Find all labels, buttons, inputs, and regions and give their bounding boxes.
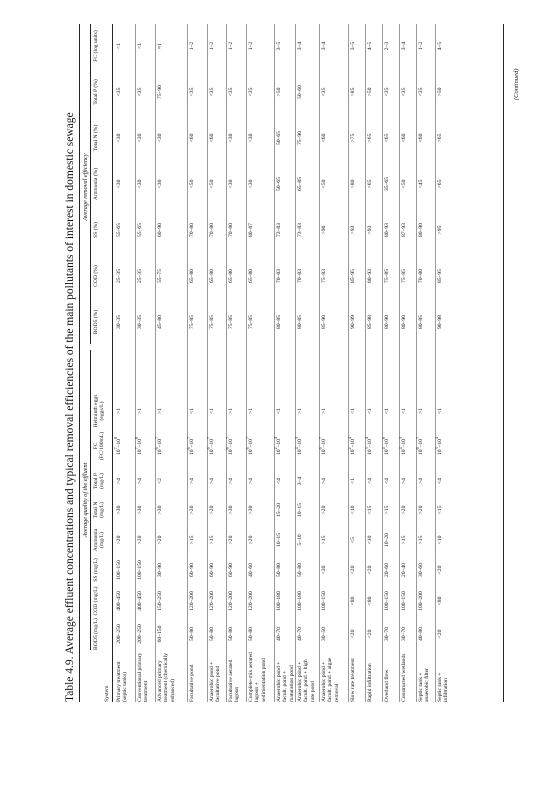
table-cell: <80 xyxy=(437,596,443,606)
table-cell: >30 xyxy=(157,505,163,515)
table-cell: 1–2 xyxy=(189,41,195,51)
table-cell: >4 xyxy=(248,478,254,484)
continued-note: (Continued) xyxy=(513,68,520,100)
table-cell: 60–90 xyxy=(157,223,163,237)
table-cell: <1 xyxy=(350,408,356,414)
table-cell: 1–2 xyxy=(248,41,254,51)
table-cell: >4 xyxy=(321,478,327,484)
table-cell: 80–93 xyxy=(384,223,390,237)
table-cell: <30 xyxy=(321,565,327,575)
column-header: SS (%) xyxy=(93,222,99,239)
system-name-cell: Conventional primary treatment xyxy=(137,652,150,702)
table-cell: >4 xyxy=(228,478,234,484)
table-cell: <50 xyxy=(209,179,215,189)
system-name-cell: Anaerobic pond + facult. pond + high rate pond xyxy=(297,659,316,702)
table-cell: 50–80 xyxy=(248,627,254,641)
table-cell: 60–90 xyxy=(189,563,195,577)
table-cell: <1 xyxy=(437,408,443,414)
row-separator xyxy=(348,24,349,702)
table-cell: 50–80 xyxy=(297,563,303,577)
table-cell: >30 xyxy=(116,505,122,515)
table-cell: 80–85 xyxy=(418,315,424,329)
table-cell: 25–35 xyxy=(116,269,122,283)
table-cell: <1 xyxy=(209,408,215,414)
table-cell: >4 xyxy=(116,478,122,484)
table-cell: 2–3 xyxy=(384,41,390,51)
table-cell: <35 xyxy=(137,87,143,97)
table-cell: <30 xyxy=(228,179,234,189)
row-separator xyxy=(187,24,188,702)
table-cell: <35 xyxy=(189,87,195,97)
table-cell: <35 xyxy=(228,87,234,97)
table-cell: 50–80 xyxy=(189,627,195,641)
column-header: BOD5 (mg/L) xyxy=(93,618,99,650)
table-cell: 30–50 xyxy=(321,627,327,641)
table-cell: >20 xyxy=(209,505,215,515)
table-cell: >1 xyxy=(137,408,143,414)
table-cell: 80–85 xyxy=(276,315,282,329)
table-cell: >1 xyxy=(297,408,303,414)
table-cell: <20 xyxy=(437,565,443,575)
table-cell: 90–98 xyxy=(437,315,443,329)
table-cell: >15 xyxy=(321,535,327,545)
table-cell: 73–83 xyxy=(276,223,282,237)
table-cell: <60 xyxy=(209,133,215,143)
table-cell: $10^6-10^7$ xyxy=(154,437,163,455)
table-cell: <30 xyxy=(137,179,143,189)
table-cell: 70–83 xyxy=(297,269,303,283)
table-cell: 85–90 xyxy=(321,315,327,329)
table-cell: >20 xyxy=(137,535,143,545)
table-cell: <5 xyxy=(350,537,356,543)
table-cell: <60 xyxy=(401,133,407,143)
table-cell: >1 xyxy=(321,408,327,414)
table-cell: >1 xyxy=(248,408,254,414)
table-cell: <50 xyxy=(401,179,407,189)
table-cell: >20 xyxy=(228,535,234,545)
table-cell: 75–85 xyxy=(189,315,195,329)
table-cell: <80 xyxy=(367,596,373,606)
table-cell: 45–80 xyxy=(157,315,163,329)
column-header: Total N (mg/L) xyxy=(93,501,106,519)
rule-bottom xyxy=(503,24,504,702)
table-cell: 50–65 xyxy=(276,131,282,145)
table-cell: 85–98 xyxy=(367,315,373,329)
table-cell: 10–15 xyxy=(276,533,282,547)
table-cell: 4–5 xyxy=(437,41,443,51)
table-cell: <20 xyxy=(437,629,443,639)
table-cell: 40–70 xyxy=(276,627,282,641)
table-cell: $10^6-10^7$ xyxy=(186,437,195,455)
system-name-cell: Septic tank + infiltration xyxy=(437,672,450,702)
table-cell: 65–85 xyxy=(297,177,303,191)
row-separator xyxy=(435,24,436,702)
table-cell: 200–250 xyxy=(137,624,143,644)
table-cell: <60 xyxy=(418,133,424,143)
table-cell: 80–93 xyxy=(367,269,373,283)
table-cell: 400–450 xyxy=(137,591,143,611)
table-cell: <1 xyxy=(401,408,407,414)
table-cell: <35 xyxy=(248,87,254,97)
table-cell: 100–150 xyxy=(116,560,122,580)
column-header: Ammonia (mg/L) xyxy=(93,528,106,552)
table-cell: 30–70 xyxy=(384,627,390,641)
table-cell: >65 xyxy=(367,179,373,189)
table-cell: <30 xyxy=(228,133,234,143)
rule-group-removal xyxy=(90,24,91,344)
table-cell: <35 xyxy=(418,87,424,97)
table-cell: 70–80 xyxy=(418,269,424,283)
table-cell: <1 xyxy=(384,408,390,414)
column-header: FC (FC/100mL) xyxy=(93,431,106,461)
column-header: SS (mg/L) xyxy=(93,558,99,582)
table-cell: <60 xyxy=(189,133,195,143)
table-cell: >20 xyxy=(116,535,122,545)
table-cell: 75–85 xyxy=(209,315,215,329)
table-cell: 70–80 xyxy=(228,223,234,237)
table-cell: <50 xyxy=(321,179,327,189)
table-cell: 65–80 xyxy=(228,269,234,283)
table-cell: 55–65 xyxy=(137,223,143,237)
table-cell: >15 xyxy=(418,535,424,545)
table-cell: 73–83 xyxy=(297,223,303,237)
table-cell: <30 xyxy=(248,133,254,143)
table-cell: 80–85 xyxy=(297,315,303,329)
table-cell: >15 xyxy=(401,535,407,545)
table-cell: >50 xyxy=(437,87,443,97)
row-separator xyxy=(246,24,247,702)
table-cell: <60 xyxy=(321,133,327,143)
table-cell: $10^4-10^5$ xyxy=(294,437,303,455)
system-name-cell: Facultative pond xyxy=(189,664,195,702)
table-cell: 120–200 xyxy=(228,591,234,611)
table-cell: <15 xyxy=(437,505,443,515)
table-cell: 65–80 xyxy=(209,269,215,283)
table-cell: >15 xyxy=(384,505,390,515)
table-cell: $10^6-10^7$ xyxy=(206,437,215,455)
table-cell: <30 xyxy=(116,179,122,189)
table-cell: 80–90 xyxy=(418,223,424,237)
table-cell: 100–180 xyxy=(276,591,282,611)
table-cell: >1 xyxy=(116,408,122,414)
table-cell: 50–80 xyxy=(209,627,215,641)
table-cell: <4 xyxy=(437,478,443,484)
row-separator xyxy=(295,24,296,702)
row-separator xyxy=(416,24,417,702)
table-cell: 5–10 xyxy=(297,534,303,546)
table-cell: 90–99 xyxy=(350,315,356,329)
table-cell: 3–4 xyxy=(401,41,407,51)
table-cell: >20 xyxy=(401,505,407,515)
table-cell: <20 xyxy=(350,629,356,639)
table-cell: 70–80 xyxy=(189,223,195,237)
table-cell: 1–2 xyxy=(228,41,234,51)
table-cell: 100–150 xyxy=(401,591,407,611)
table-cell: <50 xyxy=(189,179,195,189)
table-cell: <2 xyxy=(157,478,163,484)
table-cell: >50 xyxy=(276,87,282,97)
column-header: Total N (%) xyxy=(93,124,99,152)
table-cell: <20 xyxy=(350,565,356,575)
table-cell: >95 xyxy=(437,225,443,235)
table-cell: >80 xyxy=(350,179,356,189)
column-header: System xyxy=(104,685,110,702)
table-cell: $10^2-10^4$ xyxy=(347,437,356,455)
table-cell: <30 xyxy=(116,133,122,143)
table-cell: >30 xyxy=(248,505,254,515)
rule-header xyxy=(112,24,113,702)
row-separator xyxy=(319,24,320,702)
row-separator xyxy=(274,24,275,702)
table-cell: 75–85 xyxy=(401,269,407,283)
table-cell: >15 xyxy=(189,535,195,545)
table-cell: 50–80 xyxy=(228,627,234,641)
table-cell: >4 xyxy=(418,478,424,484)
table-cell: 120–200 xyxy=(248,591,254,611)
table-cell: >30 xyxy=(228,505,234,515)
table-cell: 100–150 xyxy=(384,591,390,611)
table-cell: 150–250 xyxy=(157,591,163,611)
table-cell: 75–83 xyxy=(321,269,327,283)
table-cell: $10^4-10^6$ xyxy=(381,437,390,455)
table-cell: <15 xyxy=(367,505,373,515)
table-cell: <20 xyxy=(367,629,373,639)
table-cell: <1 xyxy=(367,408,373,414)
table-cell: >75 xyxy=(350,133,356,143)
table-cell: ≈1 xyxy=(157,43,163,49)
table-cell: 75–85 xyxy=(228,315,234,329)
table-cell: <4 xyxy=(384,478,390,484)
rule-group-effluent xyxy=(90,350,91,650)
system-name-cell: Constructed wetlands xyxy=(401,653,407,702)
table-cell: 85–95 xyxy=(350,269,356,283)
column-header: BOD5 (%) xyxy=(93,309,99,335)
table-cell: 120–200 xyxy=(189,591,195,611)
row-separator xyxy=(226,24,227,702)
table-cell: <10 xyxy=(367,535,373,545)
column-header: Total P (%) xyxy=(93,79,99,105)
table-cell: 75–90 xyxy=(297,131,303,145)
table-cell: <1 xyxy=(350,478,356,484)
table-cell: 70–83 xyxy=(276,269,282,283)
table-cell: 3–5 xyxy=(276,41,282,51)
table-cell: 60–90 xyxy=(228,563,234,577)
column-header: Helminth eggs (eggs/L) xyxy=(93,394,106,428)
table-cell: 40–80 xyxy=(418,627,424,641)
table-cell: 20–60 xyxy=(384,563,390,577)
table-cell: >1 xyxy=(157,408,163,414)
column-header: Total P (mg/L) xyxy=(93,473,106,489)
table-cell: 30–90 xyxy=(157,563,163,577)
table-cell: 50–65 xyxy=(276,177,282,191)
table-cell: 400–450 xyxy=(116,591,122,611)
column-header: COD (mg/L) xyxy=(93,586,99,616)
table-cell: 60–150 xyxy=(157,625,163,643)
table-cell: 70–80 xyxy=(209,223,215,237)
table-cell: 80–87 xyxy=(248,223,254,237)
table-cell: 60–90 xyxy=(209,563,215,577)
table-cell: <30 xyxy=(157,133,163,143)
table-cell: $10^6-10^7$ xyxy=(415,437,424,455)
table-cell: <4 xyxy=(276,478,282,484)
table-cell: >4 xyxy=(189,478,195,484)
table-cell: <30 xyxy=(248,179,254,189)
table-cell: 3–5 xyxy=(350,41,356,51)
table-cell: <35 xyxy=(209,87,215,97)
table-cell: <35 xyxy=(321,87,327,97)
table-cell: <35 xyxy=(384,87,390,97)
system-name-cell: Slow rate treatment xyxy=(350,658,356,702)
group-header-effluent: Average quality of the effluent xyxy=(82,462,89,538)
system-name-cell: Anaerobic pond + facultative pond xyxy=(209,661,222,702)
table-cell: 50–80 xyxy=(276,563,282,577)
table-cell: 65–80 xyxy=(248,269,254,283)
table-cell: >1 xyxy=(418,408,424,414)
table-cell: 10–20 xyxy=(384,533,390,547)
table-cell: 200–250 xyxy=(116,624,122,644)
group-header-removal: Average removal efficiency xyxy=(82,153,89,221)
row-separator xyxy=(365,24,366,702)
table-cell: 65–80 xyxy=(189,269,195,283)
table-cell: <4 xyxy=(367,478,373,484)
table-cell: 100–180 xyxy=(297,591,303,611)
table-cell: <30 xyxy=(137,133,143,143)
table-cell: >50 xyxy=(367,87,373,97)
table-cell: <80 xyxy=(350,596,356,606)
table-cell: >20 xyxy=(248,535,254,545)
column-header: FC (log units) xyxy=(93,30,99,62)
table-cell: 80–90 xyxy=(384,315,390,329)
table-cell: >20 xyxy=(321,505,327,515)
table-cell: >65 xyxy=(437,179,443,189)
table-cell: 1–2 xyxy=(418,41,424,51)
table-cell: <65 xyxy=(384,133,390,143)
table-cell: 55–75 xyxy=(157,269,163,283)
row-separator xyxy=(135,24,136,702)
table-cell: >4 xyxy=(137,478,143,484)
row-separator xyxy=(399,24,400,702)
table-cell: $10^3-10^4$ xyxy=(434,437,443,455)
table-cell: 75–85 xyxy=(384,269,390,283)
table-cell: >20 xyxy=(418,505,424,515)
column-header: COD (%) xyxy=(93,265,99,287)
table-cell: >15 xyxy=(209,535,215,545)
table-cell: >93 xyxy=(367,225,373,235)
table-cell: $10^6-10^7$ xyxy=(225,437,234,455)
table-cell: 3–4 xyxy=(297,476,303,486)
table-cell: 100–150 xyxy=(321,591,327,611)
system-name-cell: Overland flow xyxy=(384,669,390,702)
table-cell: 15–20 xyxy=(276,503,282,517)
system-name-cell: Primary treatment (septic tanks) xyxy=(116,661,129,702)
table-cell: $10^2-10^4$ xyxy=(273,437,282,455)
table-cell: 30–35 xyxy=(116,315,122,329)
table-cell: 100–200 xyxy=(418,591,424,611)
table-cell: $10^6-10^7$ xyxy=(318,437,327,455)
system-name-cell: Facultative aerated lagoon xyxy=(228,659,241,702)
table-cell: <35 xyxy=(116,87,122,97)
table-cell: >4 xyxy=(209,478,215,484)
table-cell: $10^7-10^8$ xyxy=(113,437,122,455)
table-cell: 1–2 xyxy=(209,41,215,51)
table-cell: 100–150 xyxy=(137,560,143,580)
system-name-cell: Anaerobic pond + facult. pond + maturation pond xyxy=(276,661,295,702)
system-name-cell: Rapid infiltration xyxy=(367,663,373,702)
row-separator xyxy=(155,24,156,702)
table-cell: >20 xyxy=(189,505,195,515)
table-cell: <1 xyxy=(116,43,122,49)
table-cell: $10^4-10^5$ xyxy=(398,437,407,455)
table-cell: >20 xyxy=(157,535,163,545)
table-cell: 50–60 xyxy=(297,85,303,99)
table-cell: >30 xyxy=(137,505,143,515)
system-name-cell: Complete-mix aerated lagoon + sedimentation pond xyxy=(248,652,267,702)
table-cell: 3–4 xyxy=(297,41,303,51)
table-cell: <10 xyxy=(437,535,443,545)
system-name-cell: Advanced primary treatment (chemically enhanced) xyxy=(157,653,176,702)
table-cell: <1 xyxy=(276,408,282,414)
table-caption: Table 4.9. Average effluent concentrations and typical removal efficiencies of the main pollutants of interest in domestic sewage xyxy=(64,112,76,702)
table-cell: $10^6-10^7$ xyxy=(245,437,254,455)
table-cell: $10^3-10^4$ xyxy=(364,437,373,455)
table-cell: <30 xyxy=(157,179,163,189)
table-cell: 25–35 xyxy=(137,269,143,283)
table-cell: >65 xyxy=(367,133,373,143)
table-cell: >4 xyxy=(401,478,407,484)
table-cell: >65 xyxy=(437,133,443,143)
table-cell: 4–5 xyxy=(367,41,373,51)
table-cell: 30–70 xyxy=(401,627,407,641)
table-cell: <10 xyxy=(350,505,356,515)
table-cell: 40–60 xyxy=(248,563,254,577)
row-separator xyxy=(207,24,208,702)
system-name-cell: Anaerobic pond + facult. pond + algae removal xyxy=(321,657,340,702)
table-cell: 87–93 xyxy=(401,223,407,237)
table-cell: 75–90 xyxy=(157,85,163,99)
table-cell: 55–65 xyxy=(116,223,122,237)
table-cell: 3–4 xyxy=(321,41,327,51)
rule-top xyxy=(79,24,80,702)
table-cell: >93 xyxy=(350,225,356,235)
table-cell: >1 xyxy=(228,408,234,414)
system-name-cell: Septic tank + anaerobic filter xyxy=(418,667,431,702)
column-header: Ammonia (%) xyxy=(93,167,99,201)
table-cell: >85 xyxy=(350,87,356,97)
table-cell: <20 xyxy=(367,565,373,575)
table-cell: 75–85 xyxy=(248,315,254,329)
table-cell: <35 xyxy=(401,87,407,97)
table-cell: 20–40 xyxy=(401,563,407,577)
table-cell: >90 xyxy=(321,225,327,235)
table-cell: 40–70 xyxy=(297,627,303,641)
table-cell: 85–95 xyxy=(437,269,443,283)
table-cell: <1 xyxy=(189,408,195,414)
table-cell: $10^7-10^8$ xyxy=(134,437,143,455)
table-cell: 80–90 xyxy=(401,315,407,329)
row-separator xyxy=(382,24,383,702)
table-cell: 10–15 xyxy=(297,503,303,517)
table-cell: 120–200 xyxy=(209,591,215,611)
table-cell: <1 xyxy=(137,43,143,49)
table-cell: 35–65 xyxy=(384,177,390,191)
table-cell: 30–60 xyxy=(418,563,424,577)
table-cell: <45 xyxy=(418,179,424,189)
table-cell: 30–35 xyxy=(137,315,143,329)
